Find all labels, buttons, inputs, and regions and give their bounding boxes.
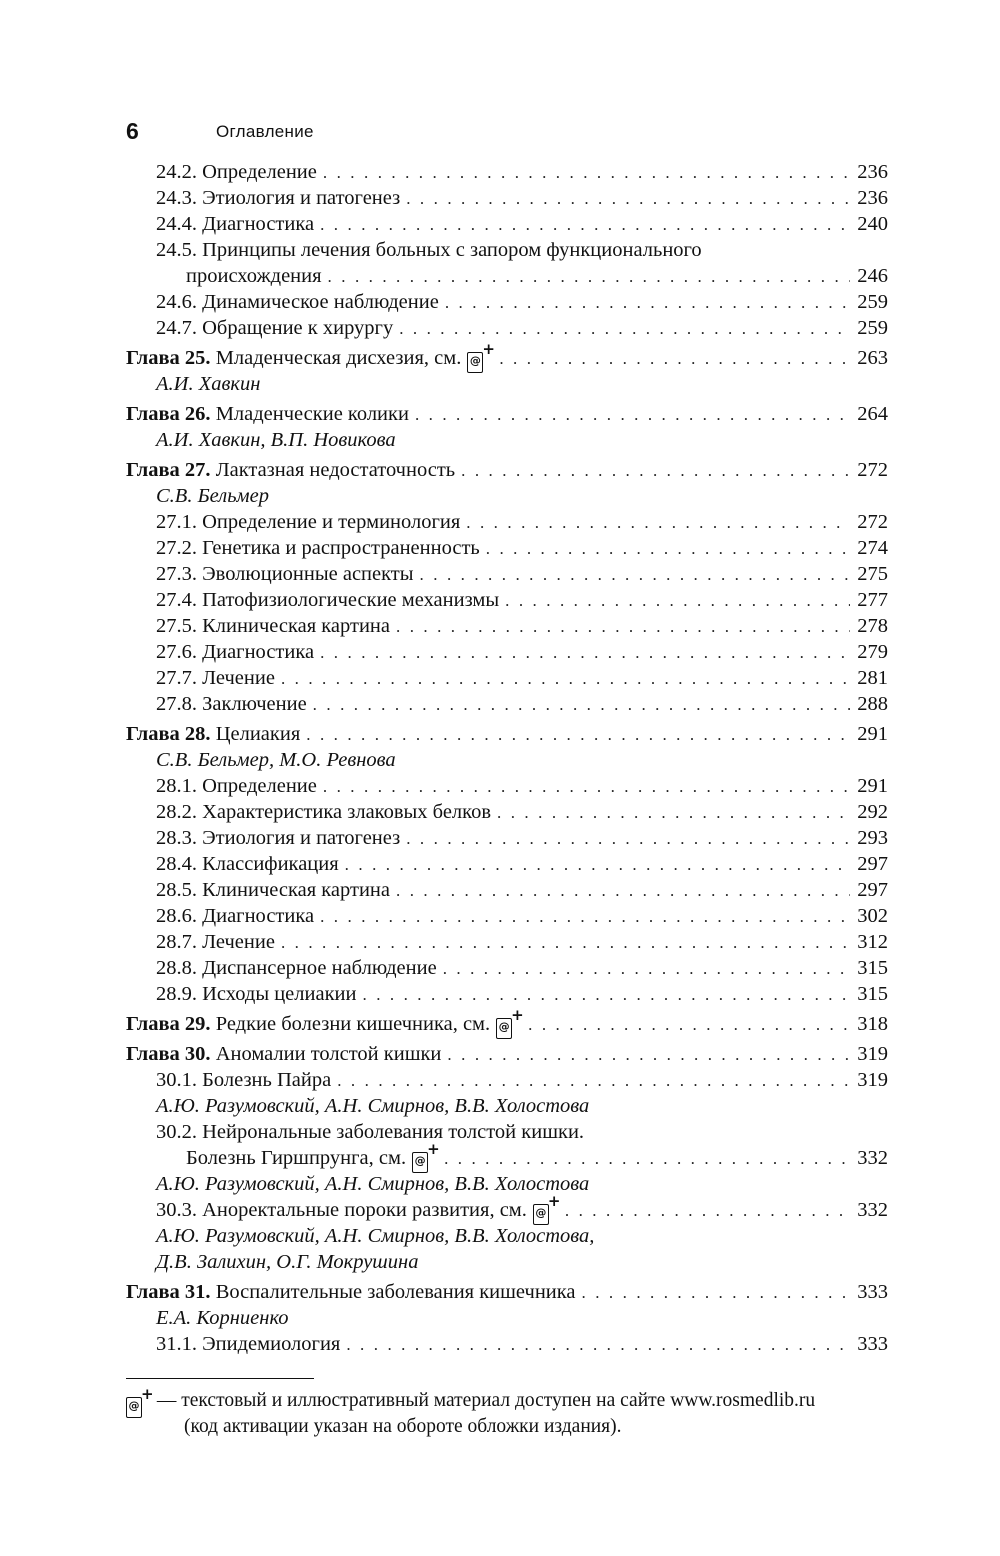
dot-leader [320,212,850,238]
toc-page-number: 297 [857,879,888,901]
dot-leader [396,614,850,640]
toc-entry-title: 24.2. Определение [156,161,317,183]
dot-leader [281,666,850,692]
toc-entry-title: 28.1. Определение [156,775,317,797]
toc-page-number: 274 [857,537,888,559]
dot-leader [445,290,850,316]
toc-entry-title: 24.5. Принципы лечения больных с запором функционального [156,239,702,261]
chapter-29-entry[interactable] [126,1006,888,1037]
chapter-label: Глава 31. [126,1281,211,1303]
toc-page-number: 291 [857,775,888,797]
toc-entry[interactable] [126,315,888,341]
footnote-line-2: (код активации указан на обороте обложки издания). [184,1416,622,1437]
toc-entry[interactable] [126,211,888,237]
toc-entry-title: 27.8. Заключение [156,693,307,715]
dot-leader [345,852,850,878]
dot-leader [528,1012,850,1038]
toc-page-number: 302 [857,905,888,927]
toc-page-number: 277 [857,589,888,611]
toc-entry[interactable] [126,691,888,717]
toc-page-number: 240 [857,213,888,235]
table-of-contents [126,159,888,1357]
toc-entry-title: 30.1. Болезнь Пайра [156,1069,332,1091]
toc-page-number: 291 [857,723,888,745]
toc-entry[interactable] [126,877,888,903]
chapter-title: Воспалительные заболевания кишечника [215,1281,576,1303]
toc-entry[interactable] [126,1067,888,1093]
toc-entry-title: 28.4. Классификация [156,853,339,875]
chapter-31-entry[interactable] [126,1279,888,1305]
dot-leader [323,160,850,186]
dot-leader [337,1068,850,1094]
dot-leader [406,826,850,852]
dot-leader [415,402,850,428]
running-title: Оглавление [216,122,314,141]
toc-entry-title: 28.2. Характеристика злаковых белков [156,801,492,823]
toc-page-number: 281 [857,667,888,689]
toc-entry-continuation[interactable] [126,1140,888,1171]
toc-entry[interactable] [126,237,888,263]
toc-page-number: 315 [857,983,888,1005]
online-material-icon: @ + [126,1397,142,1418]
toc-entry-title: 27.7. Лечение [156,667,275,689]
chapter-26-entry[interactable] [126,401,888,427]
toc-entry[interactable] [126,613,888,639]
toc-page-number: 332 [857,1147,888,1169]
toc-entry[interactable] [126,1119,888,1145]
toc-entry[interactable] [126,981,888,1007]
chapter-title: Младенческие колики [215,403,409,425]
chapter-label: Глава 29. [126,1013,211,1035]
toc-entry-title: 27.4. Патофизиологические механизмы [156,589,500,611]
toc-page-number: 319 [857,1069,888,1091]
dot-leader [466,510,850,536]
dot-leader [565,1198,850,1224]
toc-page-number: 272 [857,511,888,533]
toc-entry-title: 30.2. Нейрональные заболевания толстой кишки. [156,1121,585,1143]
dot-leader [281,930,850,956]
dot-leader [320,640,850,666]
chapter-title: Аномалии толстой кишки [215,1043,442,1065]
chapter-title: Младенческая дисхезия, см. [215,347,462,369]
chapter-27-entry[interactable] [126,457,888,483]
chapter-label: Глава 27. [126,459,211,481]
section-author: А.Ю. Разумовский, А.Н. Смирнов, В.В. Холостова, [156,1225,595,1247]
chapter-label: Глава 26. [126,403,211,425]
toc-entry-title: 28.3. Этиология и патогенез [156,827,401,849]
toc-entry-title: 24.4. Диагностика [156,213,315,235]
toc-entry-continuation[interactable] [126,263,888,289]
toc-entry[interactable] [126,825,888,851]
dot-leader [582,1280,850,1306]
toc-page-number: 259 [857,291,888,313]
toc-entry-title: 24.6. Динамическое наблюдение [156,291,439,313]
toc-entry[interactable] [126,903,888,929]
footnote-rule [126,1378,314,1379]
dot-leader [399,316,850,342]
dot-leader [328,264,850,290]
toc-entry[interactable] [126,929,888,955]
section-author: А.Ю. Разумовский, А.Н. Смирнов, В.В. Холостова [156,1173,590,1195]
toc-page-number: 312 [857,931,888,953]
toc-page-number: 275 [857,563,888,585]
toc-entry[interactable] [126,587,888,613]
online-material-icon[interactable]: @ + [412,1152,428,1173]
toc-entry[interactable] [126,185,888,211]
chapter-author: А.И. Хавкин [156,373,261,395]
toc-page-number: 259 [857,317,888,339]
toc-page-number: 272 [857,459,888,481]
toc-entry[interactable] [126,799,888,825]
online-material-icon[interactable]: @ + [467,352,483,373]
toc-entry[interactable] [126,1192,888,1223]
toc-entry-title: 31.1. Эпидемиология [156,1333,341,1355]
toc-page-number: 264 [857,403,888,425]
toc-entry[interactable] [126,955,888,981]
chapter-title: Лактазная недостаточность [215,459,456,481]
toc-entry-title: 24.7. Обращение к хирургу [156,317,394,339]
toc-entry-title: 30.3. Аноректальные пороки развития, см. [156,1199,527,1221]
toc-page-number: 246 [857,265,888,287]
footnote-text: — текстовый и иллюстративный материал доступен на сайте www.rosmedlib.ru [156,1390,816,1411]
toc-entry[interactable] [126,289,888,315]
toc-entry-title: 27.6. Диагностика [156,641,315,663]
toc-entry-title: Болезнь Гиршпрунга, см. [186,1147,407,1169]
toc-page-number: 297 [857,853,888,875]
dot-leader [320,904,850,930]
toc-page-number: 288 [857,693,888,715]
toc-entry-title: 27.1. Определение и терминология [156,511,461,533]
toc-entry-title: 24.3. Этиология и патогенез [156,187,401,209]
dot-leader [363,982,851,1008]
chapter-label: Глава 25. [126,347,211,369]
chapter-author: Е.А. Корниенко [156,1307,289,1329]
toc-entry[interactable] [126,509,888,535]
dot-leader [461,458,850,484]
toc-entry[interactable] [126,535,888,561]
chapter-title: Редкие болезни кишечника, см. [215,1013,491,1035]
toc-entry[interactable] [126,851,888,877]
chapter-author: А.И. Хавкин, В.П. Новикова [156,429,396,451]
dot-leader [396,878,850,904]
chapter-28-entry[interactable] [126,721,888,747]
footnote-line-1 [126,1385,890,1414]
chapter-title: Целиакия [215,723,301,745]
toc-page-number: 236 [857,187,888,209]
chapter-label: Глава 28. [126,723,211,745]
toc-entry[interactable] [126,1331,888,1357]
toc-entry-title: 28.8. Диспансерное наблюдение [156,957,437,979]
chapter-label: Глава 30. [126,1043,211,1065]
footnote [126,1385,890,1440]
toc-entry[interactable] [126,665,888,691]
toc-entry-title: 27.2. Генетика и распространенность [156,537,480,559]
dot-leader [505,588,850,614]
page-number: 6 [126,118,139,144]
toc-entry-title: 28.5. Клиническая картина [156,879,390,901]
dot-leader [447,1042,850,1068]
toc-page-number: 318 [857,1013,888,1035]
dot-leader [306,722,850,748]
toc-entry[interactable] [126,561,888,587]
chapter-author: С.В. Бельмер, М.О. Ревнова [156,749,396,771]
online-material-icon[interactable]: @ + [496,1018,512,1039]
toc-page-number: 278 [857,615,888,637]
chapter-25-entry[interactable] [126,340,888,371]
toc-page-number: 236 [857,161,888,183]
toc-page-number: 293 [857,827,888,849]
section-author: А.Ю. Разумовский, А.Н. Смирнов, В.В. Холостова [156,1095,590,1117]
toc-page-number: 332 [857,1199,888,1221]
toc-entry[interactable] [126,159,888,185]
toc-entry[interactable] [126,773,888,799]
dot-leader [499,346,850,372]
dot-leader [346,1332,850,1358]
dot-leader [406,186,850,212]
toc-page-number: 333 [857,1281,888,1303]
toc-page-number: 292 [857,801,888,823]
toc-page-number: 315 [857,957,888,979]
chapter-author: С.В. Бельмер [156,485,269,507]
toc-entry-title: 27.5. Клиническая картина [156,615,390,637]
toc-entry-title: 28.9. Исходы целиакии [156,983,357,1005]
dot-leader [420,562,850,588]
toc-page-number: 279 [857,641,888,663]
toc-entry[interactable] [126,639,888,665]
toc-entry-title: 28.6. Диагностика [156,905,315,927]
dot-leader [444,1146,850,1172]
toc-page-number: 333 [857,1333,888,1355]
toc-page-number: 319 [857,1043,888,1065]
dot-leader [313,692,850,718]
online-material-icon[interactable]: @ + [533,1204,549,1225]
toc-entry-title: происхождения [186,265,322,287]
dot-leader [486,536,850,562]
dot-leader [323,774,850,800]
toc-entry-title: 27.3. Эволюционные аспекты [156,563,414,585]
section-author: Д.В. Залихин, О.Г. Мокрушина [156,1251,419,1273]
toc-page-number: 263 [857,347,888,369]
dot-leader [497,800,850,826]
toc-entry-title: 28.7. Лечение [156,931,275,953]
chapter-30-entry[interactable] [126,1041,888,1067]
dot-leader [443,956,850,982]
